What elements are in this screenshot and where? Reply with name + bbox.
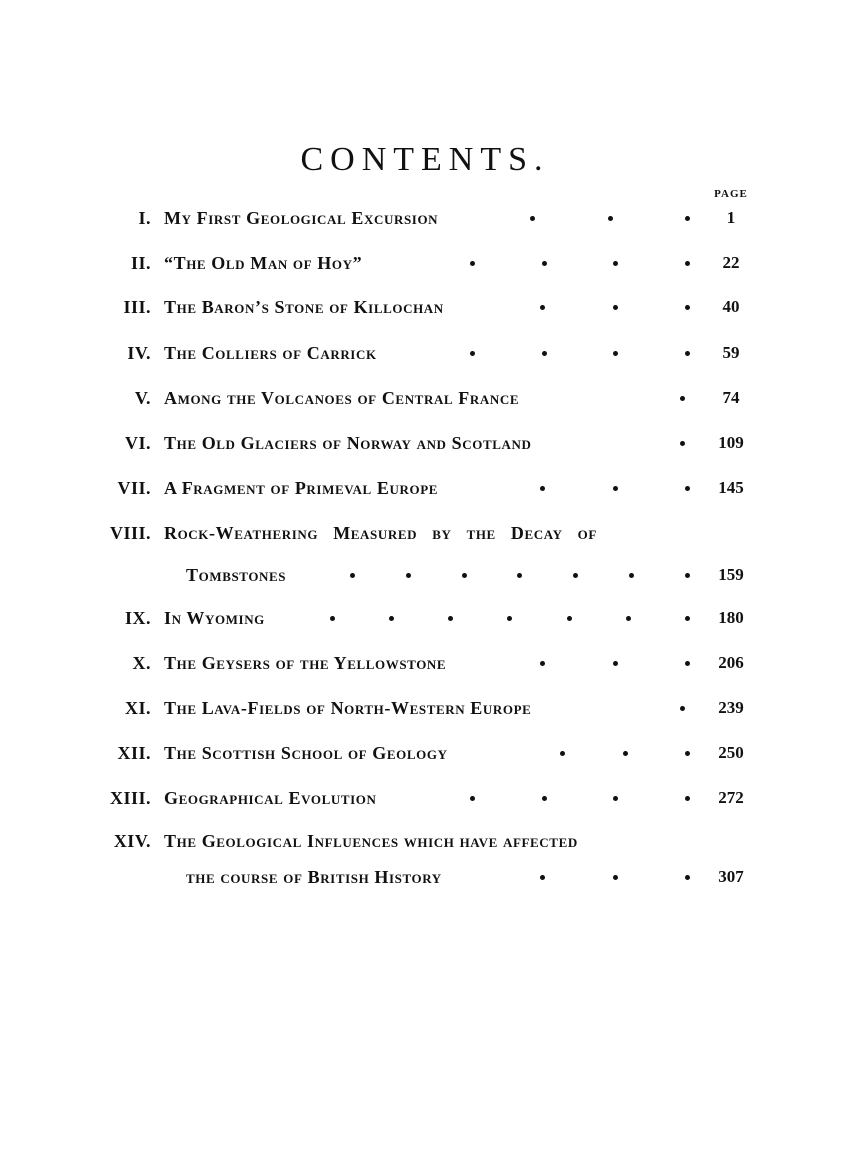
toc-entry: [0, 603, 850, 633]
chapter-number: XI.: [124, 698, 151, 718]
toc-entry-continuation: [0, 560, 850, 590]
toc-entry-continuation: [0, 862, 850, 892]
chapter-title: “The Old Man of Hoy”: [164, 253, 363, 273]
chapter-title: My First Geological Excursion: [164, 208, 439, 228]
chapter-number: I.: [138, 208, 151, 228]
page-number: 74: [722, 388, 740, 407]
chapter-number: VI.: [124, 433, 151, 453]
toc-entry: [0, 292, 850, 322]
dot-leader: [530, 203, 690, 233]
toc-entry: [0, 338, 850, 368]
chapter-number: II.: [130, 253, 151, 273]
toc-entry: [0, 428, 850, 458]
chapter-title: Geographical Evolution: [164, 788, 377, 808]
page-number: 40: [722, 297, 740, 316]
dot-leader: [540, 862, 690, 892]
chapter-title: The Old Glaciers of Norway and Scotland: [164, 433, 532, 453]
page-number: 307: [718, 867, 744, 886]
chapter-number: IV.: [127, 343, 151, 363]
chapter-title: Rock-Weathering Measured by the Decay of: [164, 523, 597, 543]
chapter-number: VII.: [117, 478, 151, 498]
chapter-title: Among the Volcanoes of Central France: [164, 388, 520, 408]
toc-entry: [0, 826, 850, 856]
chapter-number: XIV.: [113, 831, 151, 851]
chapter-number: XIII.: [109, 788, 151, 808]
dot-leader: [470, 338, 690, 368]
toc-entry: [0, 648, 850, 678]
page-number: 206: [718, 653, 744, 672]
dot-leader: [540, 473, 690, 503]
page-number: 145: [718, 478, 744, 497]
page-number: 239: [718, 698, 744, 717]
dot-leader: [560, 738, 690, 768]
toc-entry: [0, 518, 850, 548]
chapter-title: The Geysers of the Yellowstone: [164, 653, 447, 673]
chapter-title: In Wyoming: [164, 608, 265, 628]
chapter-title: A Fragment of Primeval Europe: [164, 478, 439, 498]
page-number: 159: [718, 565, 744, 584]
dot-leader: [470, 248, 690, 278]
page-number: 109: [718, 433, 744, 452]
page-number: 180: [718, 608, 744, 627]
dot-leader: [470, 783, 690, 813]
chapter-number: III.: [123, 297, 151, 317]
toc-entry: [0, 783, 850, 813]
chapter-number: XII.: [117, 743, 151, 763]
page-number: 22: [722, 253, 740, 272]
page-title: CONTENTS.: [300, 140, 550, 178]
page-column-label: PAGE: [714, 188, 748, 200]
toc-entry: [0, 738, 850, 768]
chapter-number: VIII.: [109, 523, 151, 543]
toc-entry: [0, 203, 850, 233]
chapter-number: V.: [134, 388, 151, 408]
chapter-number: X.: [132, 653, 151, 673]
chapter-title-continuation: Tombstones: [186, 565, 287, 585]
chapter-title: The Geological Influences which have affected: [164, 831, 578, 851]
dot-leader: [540, 648, 690, 678]
dot-leader: [680, 383, 690, 413]
dot-leader: [330, 603, 690, 633]
dot-leader: [350, 560, 690, 590]
page-number: 1: [726, 208, 736, 227]
chapter-title-continuation: the course of British History: [186, 867, 442, 887]
toc-entry: [0, 693, 850, 723]
toc-entry: [0, 473, 850, 503]
page-number: 59: [722, 343, 740, 362]
toc-entry: [0, 383, 850, 413]
chapter-title: The Baron’s Stone of Killochan: [164, 297, 444, 317]
dot-leader: [680, 428, 690, 458]
dot-leader: [540, 292, 690, 322]
chapter-title: The Scottish School of Geology: [164, 743, 448, 763]
page-number: 250: [718, 743, 744, 762]
chapter-number: IX.: [124, 608, 151, 628]
page-number: 272: [718, 788, 744, 807]
dot-leader: [680, 693, 690, 723]
chapter-title: The Colliers of Carrick: [164, 343, 377, 363]
chapter-title: The Lava-Fields of North-Western Europe: [164, 698, 532, 718]
toc-entry: [0, 248, 850, 278]
